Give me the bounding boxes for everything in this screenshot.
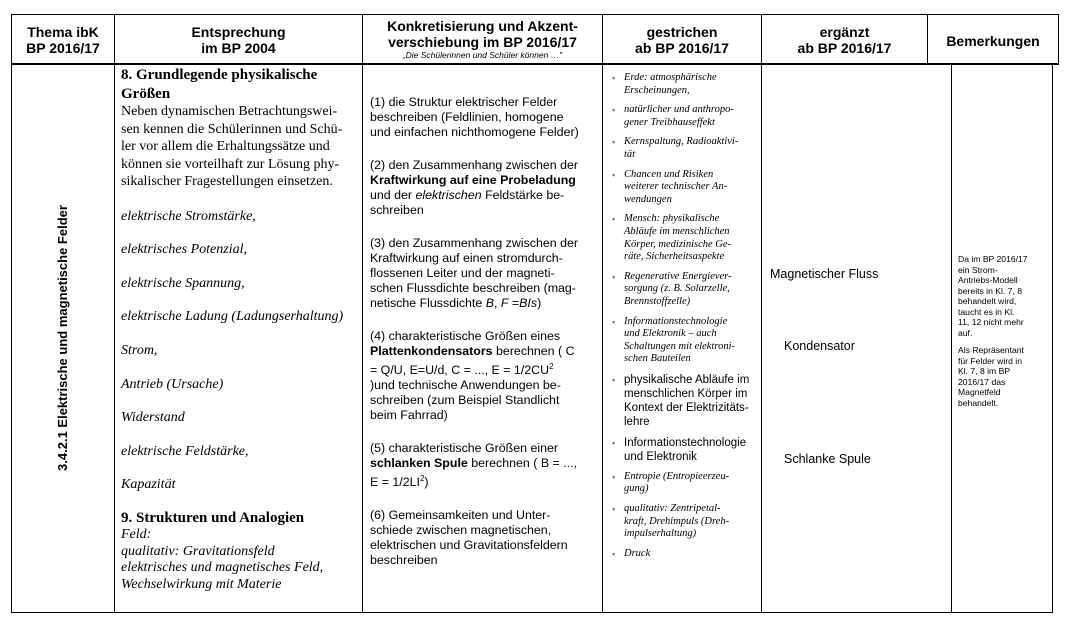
gestrichen-item-line: lehre: [624, 415, 650, 428]
gestrichen-item-line: ▪ natürlicher und anthropo-: [624, 104, 734, 116]
header-gestrichen-line1: gestrichen: [646, 24, 718, 40]
gestrichen-item-line: Abläufe im menschlichen: [624, 225, 730, 237]
ergaenzt-item-kondensator: Kondensator: [784, 339, 855, 353]
gestrichen-item-line: gener Treibhauseffekt: [624, 116, 715, 128]
header-ergaenzt-line1: ergänzt: [819, 24, 870, 40]
bp2004-feld: Feld: qualitativ: Gravitationsfeld elektrisches und magnetisches Feld, Wechselwirkung mit Materie: [121, 527, 324, 592]
bp2004-heading-2: 9. Strukturen und Analogien: [121, 510, 305, 527]
gestrichen-item-line: weiterer technischer An-: [624, 181, 728, 193]
bp2004-item: elektrische Spannung,: [121, 275, 245, 291]
table-top-border: [11, 14, 1059, 15]
bemerkungen-paragraph-1: Da im BP 2016/17 ein Strom- Antriebs-Modell bereits in Kl. 7, 8 behandelt wird, taucht es in Kl. 11, 12 nicht mehr auf.: [958, 254, 1028, 338]
gestrichen-item-line: ▪ Entropie (Entropieerzeu-: [624, 470, 730, 482]
header-entsprechung-line2: im BP 2004: [201, 40, 276, 56]
header-gestrichen: [603, 24, 761, 56]
konkret-point-2: (2) den Zusammenhang zwischen der Kraftwirkung auf eine Probeladung und der elektrischen Feldstärke be- schreiben: [370, 158, 578, 217]
bp2004-item: elektrische Feldstärke,: [121, 443, 249, 459]
konkret-point-5: (5) charakteristische Größen einer schlanken Spule berechnen ( B = ..., $E = 1/2LI^2$): [370, 441, 577, 490]
col-border-0: [11, 14, 12, 613]
col-border-5-body: [951, 63, 952, 613]
bp2004-item: elektrische Stromstärke,: [121, 208, 256, 224]
header-entsprechung: [115, 24, 362, 56]
col-border-3: [602, 14, 603, 613]
gestrichen-item-line: ▪ Informationstechnologie: [624, 315, 728, 327]
konkret-point-4: (4) charakteristische Größen eines Plattenkondensators berechnen ( C = Q/U, E=U/d, C = ..., $E = 1/2CU^2$ )und technische Anwendungen be- schreiben (zum Beispiel Standlicht beim Fahrrad): [370, 329, 575, 423]
header-konkretisierung: [363, 18, 602, 61]
table-bottom-border: [11, 612, 1053, 613]
col-border-6: [1058, 14, 1059, 65]
bp2004-item: elektrische Ladung (Ladungserhaltung): [121, 309, 344, 325]
gestrichen-item-line: ▪ Kernspaltung, Radioaktivi-: [624, 136, 739, 148]
gestrichen-item-line: Brennstoffzelle): [624, 295, 691, 307]
konkret-point-6: (6) Gemeinsamkeiten und Unter- schiede zwischen magnetischen, elektrischen und Gravitationsfeldern beschreiben: [370, 508, 568, 568]
header-konkretisierung-line1: Konkretisierung und Akzent-: [387, 18, 578, 34]
gestrichen-item-line: impulserhaltung): [624, 528, 697, 540]
gestrichen-item: [610, 104, 760, 129]
gestrichen-item-line: kraft, Drehimpuls (Dreh-: [624, 515, 730, 527]
gestrichen-list: [610, 72, 760, 560]
bp2004-item: elektrisches Potenzial,: [121, 242, 247, 258]
gestrichen-item-line: ▪ Informationstechnologie: [624, 436, 747, 449]
gestrichen-item-line: ▪ Erde: atmosphärische: [624, 72, 717, 83]
gestrichen-item: [610, 373, 760, 429]
topic-vertical: 3.4.2.1 Elektrische und magnetische Felder: [55, 205, 70, 471]
ergaenzt-item-magnetischer-fluss: Magnetischer Fluss: [770, 267, 879, 281]
col-border-4: [761, 14, 762, 613]
gestrichen-item-line: sorgung (z. B. Solarzelle,: [624, 283, 730, 295]
gestrichen-item-line: tät: [624, 148, 636, 160]
col-border-1: [114, 14, 115, 613]
gestrichen-item-line: ▪ Regenerative Energiever-: [624, 270, 732, 282]
gestrichen-item: [610, 316, 760, 366]
header-bemerkungen: Bemerkungen: [946, 33, 1040, 49]
gestrichen-item: [610, 548, 760, 561]
gestrichen-column: [610, 72, 760, 567]
gestrichen-item: [610, 271, 760, 309]
header-konkretisierung-line2: verschiebung im BP 2016/17: [388, 34, 577, 50]
konkret-point-1: (1) die Struktur elektrischer Felder beschreiben (Feldlinien, homogene und einfachen nichthomogene Felder): [370, 95, 579, 139]
header-gestrichen-line2: ab BP 2016/17: [635, 40, 729, 56]
gestrichen-item-line: ▪ qualitativ: Zentripetal-: [624, 503, 721, 515]
bemerkungen-paragraph-2: Als Repräsentant für Felder wird in Kl. 7, 8 im BP 2016/17 das Magnetfeld behandelt.: [958, 345, 1024, 408]
gestrichen-item-line: Körper, medizinische Ge-: [624, 238, 732, 250]
gestrichen-item-line: menschlichen Körper im: [624, 387, 748, 400]
bp2004-item: Kapazität: [121, 477, 176, 493]
header-thema-line1: Thema ibK: [27, 24, 99, 40]
gestrichen-item-line: und Elektronik – auch: [624, 328, 717, 340]
gestrichen-item-line: Kontext der Elektrizitäts-: [624, 401, 749, 414]
col-border-6-body: [1052, 63, 1053, 613]
gestrichen-item-line: wendungen: [624, 193, 672, 205]
bemerkungen-note: [958, 254, 1050, 408]
bp2004-paragraph: Neben dynamischen Betrachtungswei- sen kennen die Schülerinnen und Schü- ler vor allem die Erhaltungssätze und können sie vorteilhaft zur Lösung phy- sikalischer Fragestellungen einsetzen.: [121, 104, 343, 190]
header-thema: [12, 24, 114, 56]
gestrichen-item-line: ▪ Chancen und Risiken: [624, 168, 714, 180]
bp2004-item: Antrieb (Ursache): [121, 376, 224, 392]
gestrichen-item-line: und Elektronik: [624, 450, 697, 463]
col-border-2: [362, 14, 363, 613]
gestrichen-item-line: räte, Sicherheitsaspekte: [624, 251, 725, 263]
gestrichen-item: [610, 169, 760, 207]
header-ergaenzt-line2: ab BP 2016/17: [797, 40, 892, 56]
header-konkretisierung-sub: „Die Schülerinnen und Schüler können …": [402, 50, 563, 60]
gestrichen-item: [610, 471, 760, 496]
gestrichen-item-line: ▪ physikalische Abläufe im: [624, 373, 750, 386]
ergaenzt-item-schlanke-spule: Schlanke Spule: [784, 452, 871, 466]
gestrichen-item-line: gung): [624, 483, 649, 495]
bp2004-heading-1: 8. Grundlegende physikalische Größen: [121, 67, 318, 102]
gestrichen-item: [610, 503, 760, 541]
bp2004-item: Widerstand: [121, 410, 185, 426]
konkret-column: [370, 95, 600, 586]
gestrichen-item-line: ▪ Druck: [624, 547, 651, 559]
bp2004-column: [121, 66, 361, 593]
header-thema-line2: BP 2016/17: [26, 40, 100, 56]
gestrichen-item-line: ▪ Mensch: physikalische: [624, 213, 720, 225]
konkret-point-3: (3) den Zusammenhang zwischen der Kraftwirkung auf einen stromdurch- flossenen Leiter und der magneti- schen Flussdichte beschreiben (mag- netische Flussdichte B, F =BIs): [370, 236, 578, 310]
gestrichen-item-line: Erscheinungen,: [624, 84, 690, 96]
gestrichen-item-line: schen Bauteilen: [624, 353, 691, 365]
gestrichen-item: [610, 436, 760, 464]
header-bottom-border: [11, 63, 1059, 65]
gestrichen-item-line: Schaltungen mit elektroni-: [624, 340, 735, 352]
gestrichen-item: [610, 136, 760, 161]
header-entsprechung-line1: Entsprechung: [191, 24, 286, 40]
gestrichen-item: [610, 72, 760, 97]
bp2004-item: Strom,: [121, 342, 158, 358]
gestrichen-item: [610, 213, 760, 263]
header-ergaenzt: [762, 24, 927, 56]
